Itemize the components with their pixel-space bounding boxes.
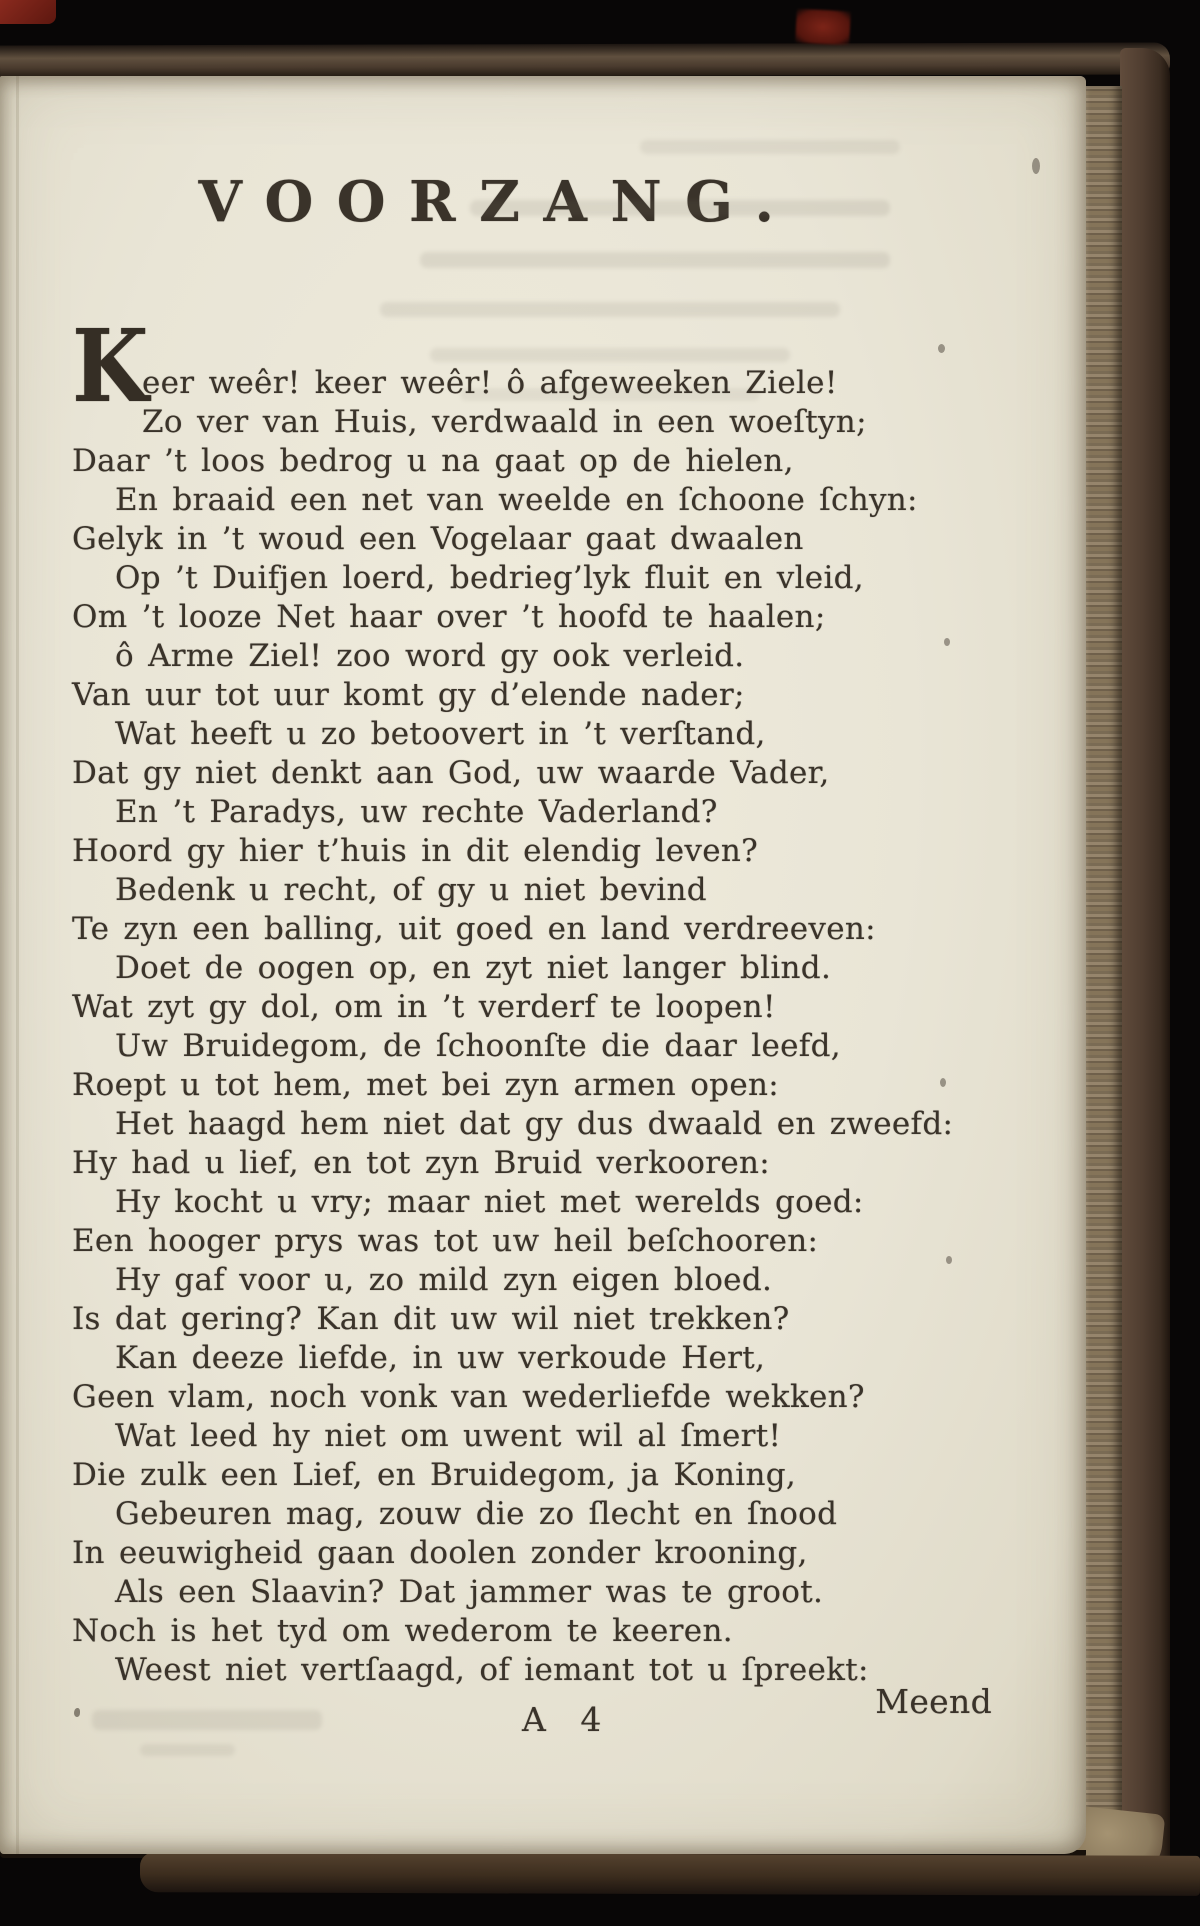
headband-red-left [0, 0, 56, 24]
bleedthrough-smudge [380, 302, 840, 317]
poem-line: Hoord gy hier t’huis in dit elendig leven? [72, 833, 759, 869]
poem-line: Roept u tot hem, met bei zyn armen open: [72, 1067, 779, 1103]
poem-line: Om ’t looze Net haar over ’t hoofd te haalen; [72, 599, 826, 635]
book-bottom-edge [140, 1852, 1200, 1896]
bleedthrough-smudge [470, 200, 890, 216]
poem-line: Gelyk in ’t woud een Vogelaar gaat dwaalen [72, 521, 804, 557]
book-top-edge [0, 42, 1170, 77]
headband-red-mid [795, 9, 851, 46]
poem-line: Hy had u lief, en tot zyn Bruid verkooren: [72, 1145, 771, 1181]
poem-line: Is dat gering? Kan dit uw wil niet trekken? [72, 1301, 790, 1337]
bleedthrough-smudge [420, 252, 890, 268]
poem-line: Uw Bruidegom, de ſchoonſte die daar leefd, [115, 1028, 841, 1064]
drop-cap: K [72, 307, 149, 425]
poem-line: Van uur tot uur komt gy d’elende nader; [72, 677, 745, 713]
poem-line: Wat heeft u zo betoovert in ’t verſtand, [115, 716, 766, 752]
poem-line: Hy gaf voor u, zo mild zyn eigen bloed. [115, 1262, 773, 1298]
poem-line: Een hooger prys was tot uw heil beſchooren: [72, 1223, 819, 1259]
poem-line: Op ’t Duifjen loerd, bedrieg’lyk fluit en vleid, [115, 560, 864, 596]
poem-line: In eeuwigheid gaan doolen zonder krooning, [72, 1535, 808, 1571]
poem-line: Daar ’t loos bedrog u na gaat op de hielen, [72, 443, 794, 479]
page-footer [72, 1682, 992, 1754]
poem-line: Wat leed hy niet om uwent wil al ſmert! [115, 1418, 782, 1454]
poem-line: Kan deeze liefde, in uw verkoude Hert, [115, 1340, 766, 1376]
poem-line: Het haagd hem niet dat gy dus dwaald en zweefd: [115, 1106, 954, 1142]
ink-speck [74, 1708, 80, 1717]
poem-line: Bedenk u recht, of gy u niet bevind [115, 872, 707, 908]
poem-line: Weest niet vertſaagd, of iemant tot u ſpreekt: [115, 1652, 869, 1688]
book-page [0, 76, 1086, 1854]
poem-line: eer weêr! keer weêr! ô afgeweeken Ziele! [142, 365, 838, 401]
poem-line: En ’t Paradys, uw rechte Vaderland? [115, 794, 718, 830]
poem [72, 307, 992, 1754]
poem-line: Gebeuren mag, zouw die zo ſlecht en ſnood [115, 1496, 838, 1532]
poem-line: Als een Slaavin? Dat jammer was te groot. [115, 1574, 824, 1610]
signature-mark: A 4 [522, 1700, 612, 1739]
poem-line: Noch is het tyd om wederom te keeren. [72, 1613, 733, 1649]
poem-line: Zo ver van Huis, verdwaald in een woeſtyn; [142, 404, 867, 440]
book-cover-right-edge [1120, 48, 1170, 1892]
poem-line: Dat gy niet denkt aan God, uw waarde Vader, [72, 755, 830, 791]
ink-speck [1032, 158, 1040, 174]
page-stack-fore-edge [1082, 86, 1122, 1848]
poem-line: Doet de oogen op, en zyt niet langer blind. [115, 950, 832, 986]
bleedthrough-smudge [640, 140, 900, 154]
catchword: Meend [875, 1682, 992, 1721]
poem-lines [72, 328, 992, 1690]
page-title: VOORZANG. [198, 169, 798, 235]
poem-line: ô Arme Ziel! zoo word gy ook verleid. [115, 638, 745, 674]
poem-line: Te zyn een balling, uit goed en land verdreeven: [72, 911, 876, 947]
poem-line: Wat zyt gy dol, om in ’t verderf te loopen! [72, 989, 776, 1025]
poem-line: Hy kocht u vry; maar niet met werelds goed: [115, 1184, 864, 1220]
poem-line: Geen vlam, noch vonk van wederliefde wekken? [72, 1379, 865, 1415]
poem-line: En braaid een net van weelde en ſchoone ſchyn: [115, 482, 918, 518]
poem-line: Die zulk een Lief, en Bruidegom, ja Koning, [72, 1457, 797, 1493]
